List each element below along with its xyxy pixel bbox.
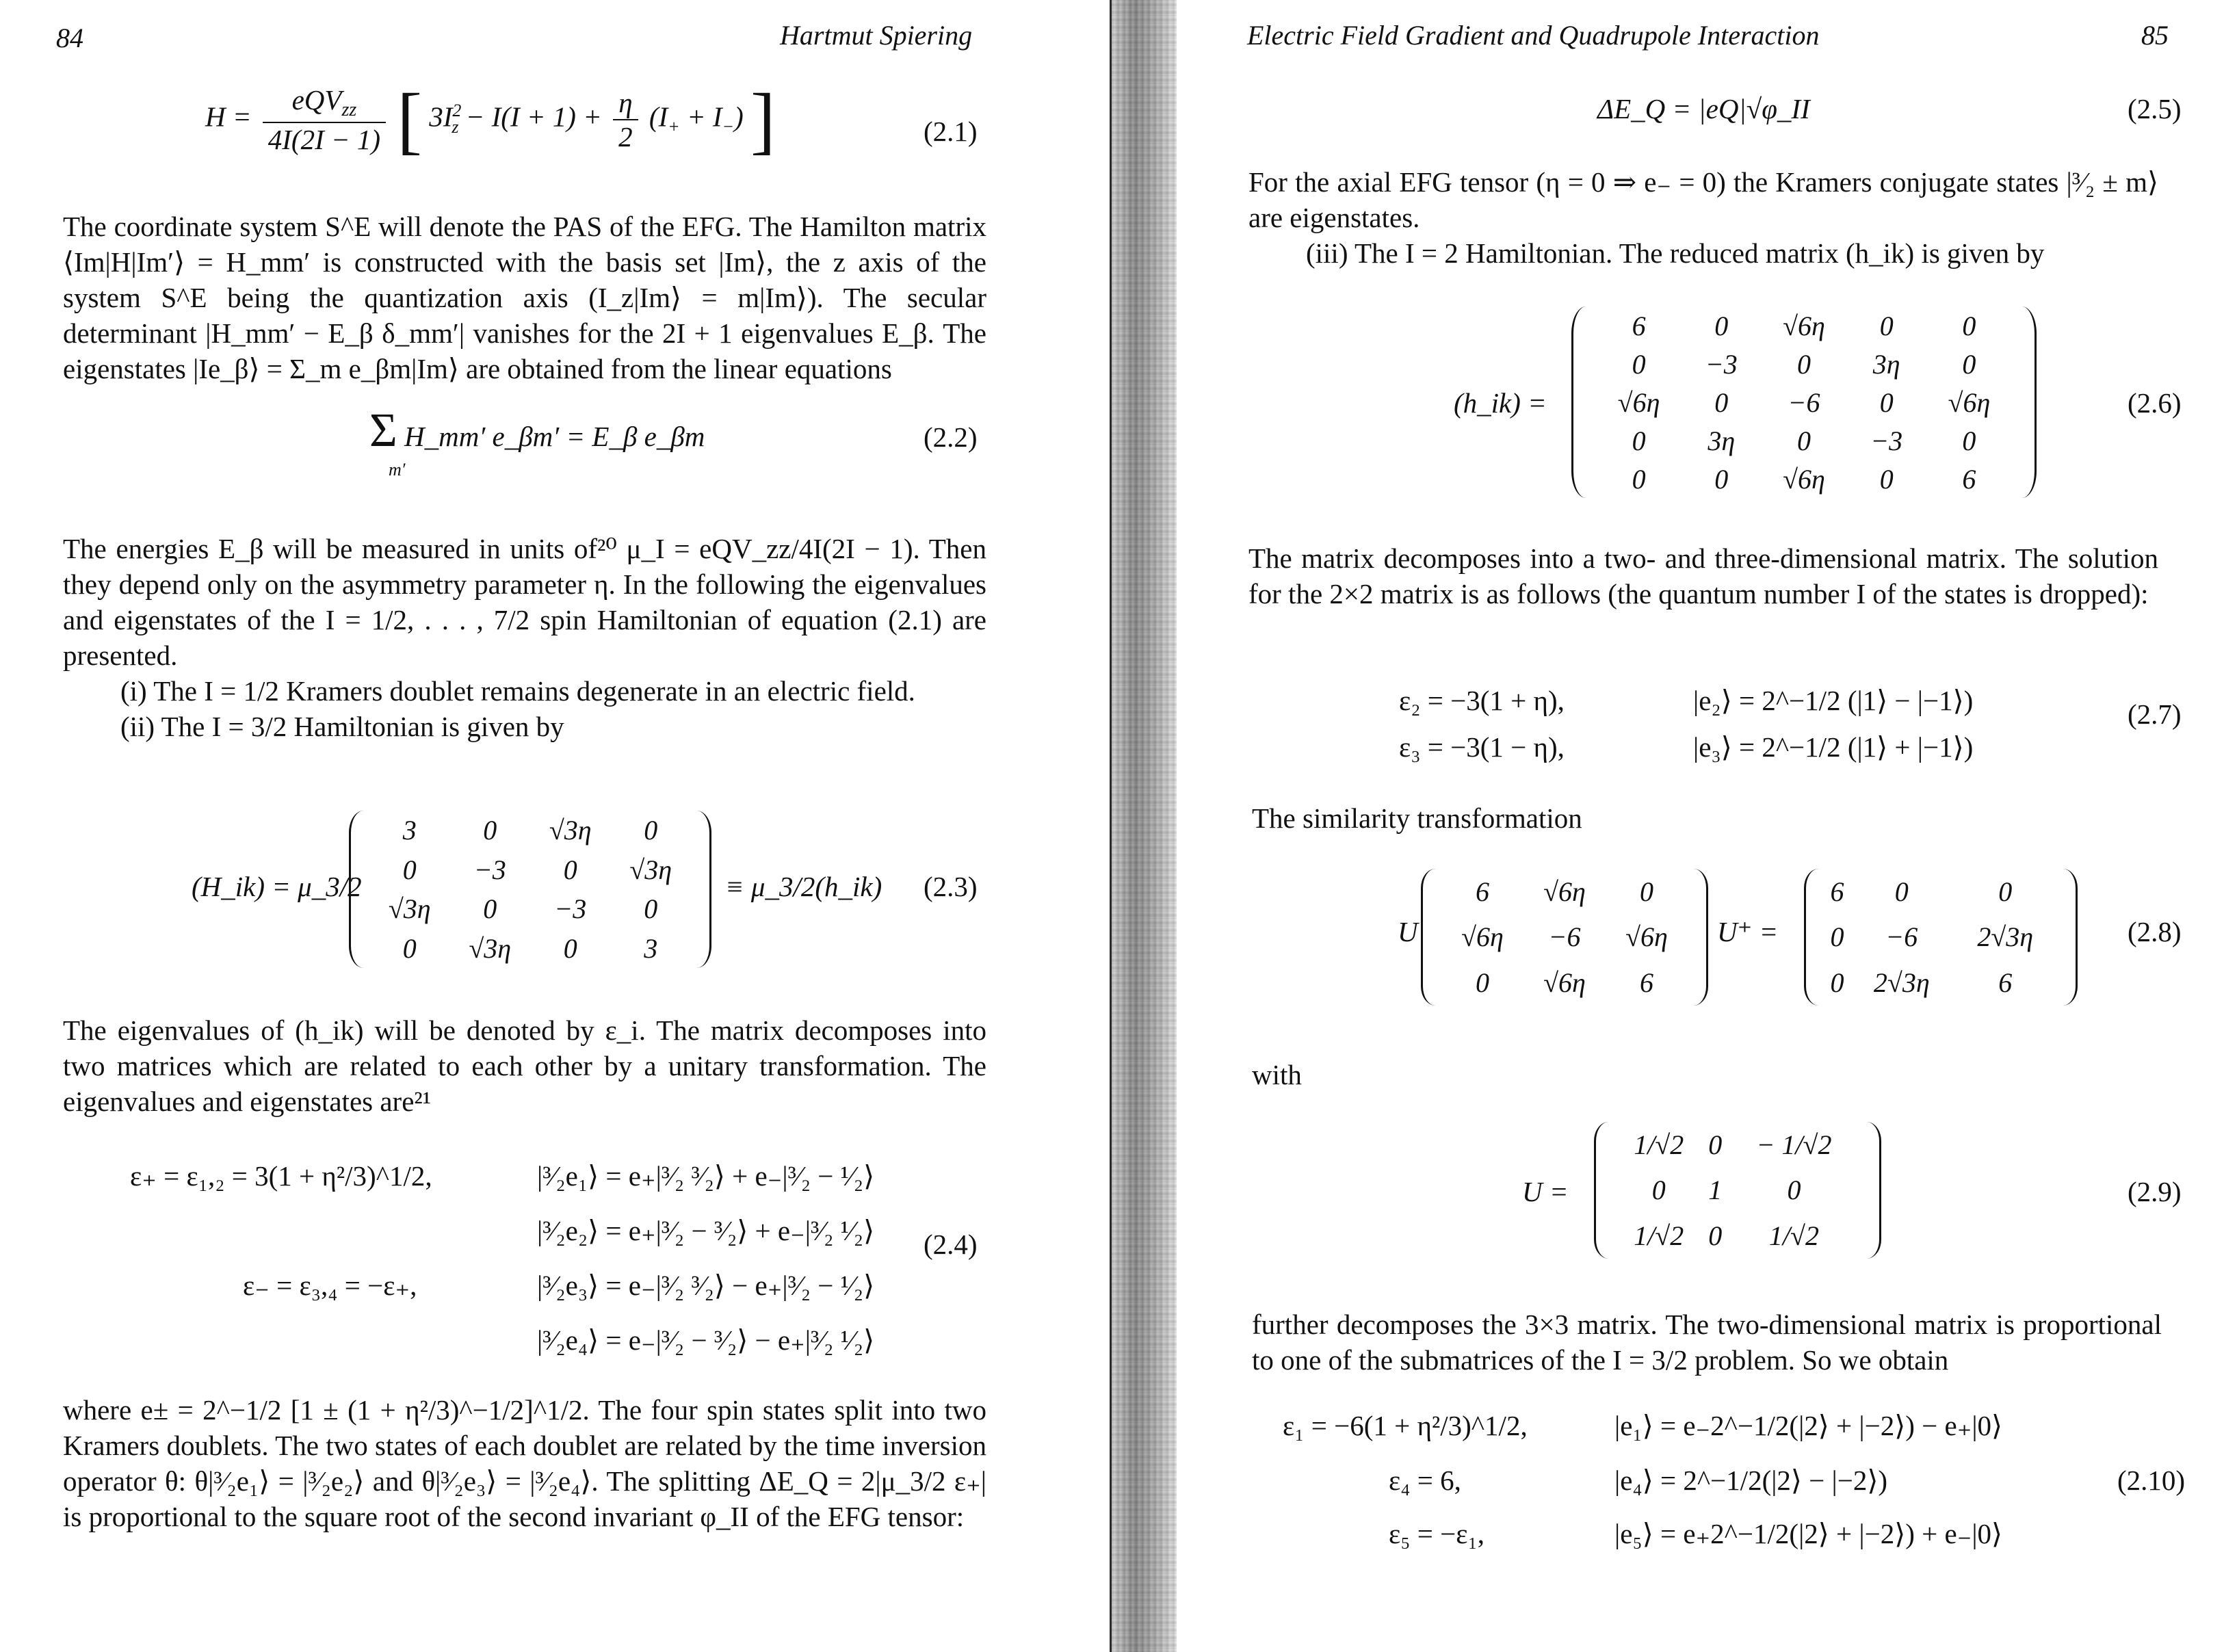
running-head: Hartmut Spiering (780, 20, 973, 51)
page-number: 85 (2141, 20, 2169, 51)
matrix-cell: 6 (1962, 463, 1976, 495)
matrix-cell: 0 (1879, 310, 1894, 341)
matrix-row (1592, 460, 2016, 498)
paragraph: The energies E_β will be measured in units of²⁰ μ_I = eQV_zz/4I(2I − 1). Then they depend only on the asymmetry parameter η. In the following the eigenvalues and eigenstates of the I = 1/2, . . . , 7/2 spin Hamiltonian of equation (2.1) are presented. (i) The I = 1/2 Kramers doublet remains degenerate in an electric field. (ii) The I = 3/2 Hamiltonian is given by (63, 533, 986, 742)
eq-2-7-line-1-left: ε₂ = −3(1 + η), (1399, 685, 1565, 716)
matrix-row (1614, 1122, 1861, 1168)
paragraph: For the axial EFG tensor (η = 0 ⇒ e₋ = 0) the Kramers conjugate states |³⁄₂ ± m⟩ are eigenstates. (iii) The I = 2 Hamiltonian. The reduced matrix (h_ik) is given by (1248, 166, 2158, 269)
matrix-cell: 3η (1872, 348, 1900, 380)
matrix-cell: 6 (1632, 310, 1646, 341)
eq-2-10-line-2-left: ε₄ = 6, (1389, 1465, 1461, 1496)
paragraph: The matrix decomposes into a two- and three-dimensional matrix. The solution for the 2×2 matrix is as follows (the quantum number I of the states is dropped): (1248, 542, 2158, 609)
matrix-row (1824, 869, 2057, 915)
matrix-cell: 0 (1708, 1129, 1723, 1160)
paragraph: further decomposes the 3×3 matrix. The two-dimensional matrix is proportional to one of the submatrices of the I = 3/2 problem. So we obtain (1252, 1309, 2162, 1376)
equation-lhs: (H_ik) = μ_3/2 (192, 871, 362, 902)
matrix-cell: 0 (402, 932, 417, 964)
matrix-cell: 0 (563, 932, 577, 964)
eq-2-4-line-3-right: |³⁄₂e₃⟩ = e₋|³⁄₂ ³⁄₂⟩ − e₊|³⁄₂ − ¹⁄₂⟩ (537, 1270, 875, 1301)
matrix-cell: √6η (1543, 876, 1586, 907)
eq-2-4-line-2-right: |³⁄₂e₂⟩ = e₊|³⁄₂ − ³⁄₂⟩ + e₋|³⁄₂ ¹⁄₂⟩ (537, 1215, 875, 1246)
matrix-cell: 0 (1830, 967, 1844, 999)
eq-lhs: H = (205, 101, 252, 133)
paragraph: where e± = 2^−1/2 [1 ± (1 + η²/3)^−1/2]^1/2. The four spin states split into two Kramers doublets. The two states of each doublet are related by the time inversion operator θ: θ|³⁄₂e₁⟩ = |³⁄₂e₂⟩ and θ|³⁄₂e₃⟩ = |³⁄₂e₄⟩. The splitting ΔE_Q = 2|μ_3/2 ε₊| is proportional to the square root of the second invariant φ_II of the EFG tensor: (63, 1394, 986, 1532)
equation-number: (2.7) (2128, 698, 2182, 730)
matrix-cell: 3 (644, 932, 658, 964)
equation-number: (2.9) (2128, 1176, 2182, 1207)
eq-2-7-line-2-left: ε₃ = −3(1 − η), (1399, 731, 1565, 763)
matrix-cell: 0 (1962, 425, 1976, 456)
eq-2-7-line-2-right: |e₃⟩ = 2^−1/2 (|1⟩ + |−1⟩) (1693, 731, 1974, 763)
equation-number: (2.2) (924, 421, 978, 453)
matrix-cell: √6η (1948, 386, 1991, 418)
matrix-cell: 1/√2 (1634, 1129, 1684, 1160)
matrix-cell: 0 (1651, 1175, 1666, 1206)
matrix-row (1824, 915, 2057, 960)
matrix-2-6 (1571, 306, 2037, 498)
matrix-cell: √6η (1783, 310, 1825, 341)
u-label: U (1398, 916, 1418, 947)
matrix-cell: 0 (644, 893, 658, 925)
matrix-cell: −3 (1870, 425, 1903, 456)
matrix-cell: √3η (629, 854, 672, 885)
matrix-row (1441, 915, 1688, 960)
paragraph: The coordinate system S^E will denote the PAS of the EFG. The Hamilton matrix ⟨Im|H|Im′⟩ = H_mm′ is constructed with the basis set |Im⟩, the z axis of the system S^E being the quantization axis (I_z|Im⟩ = m|Im⟩). The secular determinant |H_mm′ − E_β δ_mm′| vanishes for the 2I + 1 eigenvalues E_β. The eigenstates |Ie_β⟩ = Σ_m e_βm|Im⟩ are obtained from the linear equations (63, 211, 986, 384)
matrix-2-9 (1594, 1122, 1881, 1259)
right-page (1112, 0, 2224, 1652)
matrix-cell: 0 (1640, 876, 1653, 907)
matrix-cell: 0 (1796, 425, 1811, 456)
eta-fraction: $\frac{\eta}{2}$ (613, 86, 638, 153)
matrix-cell: √3η (469, 932, 512, 964)
equation-number: (2.10) (2117, 1465, 2186, 1496)
matrix-cell: 0 (1632, 463, 1646, 495)
matrix-cell: 0 (1962, 348, 1976, 380)
matrix-cell: √6η (1617, 386, 1660, 418)
matrix-cell: 0 (1632, 348, 1646, 380)
matrix-cell: −6 (1885, 921, 1918, 953)
matrix-cell: −6 (1788, 386, 1820, 418)
eq-2-10-line-2-right: |e₄⟩ = 2^−1/2(|2⟩ − |−2⟩) (1614, 1465, 1888, 1496)
matrix-cell: 0 (483, 893, 497, 925)
matrix-cell: −3 (473, 854, 506, 885)
eq-2-4-line-1-right: |³⁄₂e₁⟩ = e₊|³⁄₂ ³⁄₂⟩ + e₋|³⁄₂ − ¹⁄₂⟩ (537, 1160, 875, 1192)
matrix-cell: √6η (1625, 921, 1668, 953)
equation-2-1: H = $\frac{eQV_{zz}}{4I(2I - 1)}$ [ $3I^2_z - I(I + 1)$ + $\frac{\eta}{2}$ $(I_+ + I_-)$ ] (205, 78, 776, 161)
matrix-cell: 2√3η (1977, 921, 2034, 953)
equation-number: (2.6) (2128, 387, 2182, 419)
matrix-row (1592, 306, 2016, 345)
matrix-cell: 0 (1714, 310, 1729, 341)
matrix-2-8-a (1421, 869, 1708, 1006)
matrix-cell: 0 (402, 854, 417, 885)
matrix-row (369, 850, 691, 890)
matrix-cell: 3η (1708, 425, 1736, 456)
paragraph: with (1252, 1059, 1302, 1090)
matrix-cell: 0 (1998, 876, 2013, 907)
equation-2-2: Σ H_mm′ e_βm′ = E_β e_βm (369, 404, 705, 457)
matrix-row (369, 811, 691, 850)
matrix-cell: √3η (549, 815, 592, 846)
equation-number: (2.4) (924, 1229, 978, 1260)
matrix-cell: 0 (1894, 876, 1909, 907)
sum-index: m′ (389, 460, 406, 480)
matrix-2-8-b (1804, 869, 2078, 1006)
matrix-row (1614, 1168, 1861, 1214)
matrix-cell: √6η (1543, 967, 1586, 999)
matrix-row (1824, 960, 2057, 1006)
matrix-cell: 0 (644, 815, 658, 846)
eq-2-10-line-3-right: |e₅⟩ = e₊2^−1/2(|2⟩ + |−2⟩) + e₋|0⟩ (1614, 1518, 2003, 1549)
matrix-row (369, 889, 691, 929)
matrix-cell: 0 (1476, 967, 1489, 999)
matrix-row (1592, 345, 2016, 383)
matrix-cell: 6 (1830, 876, 1844, 907)
matrix-row (1441, 960, 1688, 1006)
running-head: Electric Field Gradient and Quadrupole Interaction (1247, 20, 1820, 51)
matrix-row (1592, 421, 2016, 460)
eq-2-4-line-1-left: ε₊ = ε₁,₂ = 3(1 + η²/3)^1/2, (130, 1160, 432, 1192)
matrix-cell: −3 (1705, 348, 1738, 380)
eq-2-10-line-3-left: ε₅ = −ε₁, (1389, 1518, 1485, 1549)
matrix-cell: 0 (1714, 386, 1729, 418)
matrix-cell: 6 (1640, 967, 1653, 999)
page-number: 84 (56, 23, 83, 53)
matrix-cell: √6η (1461, 921, 1504, 953)
matrix-cell: 0 (1787, 1175, 1801, 1206)
matrix-cell: −6 (1548, 921, 1581, 953)
matrix-cell: 1/√2 (1634, 1220, 1684, 1252)
matrix-cell: 0 (1632, 425, 1646, 456)
eq-2-7-line-1-right: |e₂⟩ = 2^−1/2 (|1⟩ − |−1⟩) (1693, 685, 1974, 716)
equation-number: (2.8) (2128, 916, 2182, 947)
matrix-cell: 6 (1476, 876, 1489, 907)
matrix-cell: 0 (1879, 386, 1894, 418)
matrix-2-3 (349, 811, 711, 968)
matrix-cell: 0 (483, 815, 497, 846)
matrix-row (1614, 1213, 1861, 1259)
eq-fraction: $\frac{eQV_{zz}}{4I(2I - 1)}$ (263, 83, 386, 155)
matrix-cell: −3 (554, 893, 587, 925)
matrix-cell: 0 (1879, 463, 1894, 495)
eq-2-4-line-4-right: |³⁄₂e₄⟩ = e₋|³⁄₂ − ³⁄₂⟩ − e₊|³⁄₂ ¹⁄₂⟩ (537, 1324, 875, 1356)
matrix-cell: √3η (388, 893, 431, 925)
matrix-cell: 0 (1714, 463, 1729, 495)
eq-2-4-line-3-left: ε₋ = ε₃,₄ = −ε₊, (243, 1270, 417, 1301)
matrix-cell: 0 (563, 854, 577, 885)
matrix-row (1592, 383, 2016, 421)
u-plus-label: U⁺ = (1717, 916, 1779, 947)
paragraph: The eigenvalues of (h_ik) will be denoted by ε_i. The matrix decomposes into two matrices which are related to each other by a unitary transformation. The eigenvalues and eigenstates are²¹ (63, 1014, 986, 1117)
equation-number: (2.5) (2128, 93, 2182, 124)
equation-number: (2.1) (924, 116, 978, 147)
equation-2-5: ΔE_Q = |eQ|√φ_II (1597, 93, 1810, 124)
equation-number: (2.3) (924, 871, 978, 902)
matrix-cell: 3 (402, 815, 417, 846)
matrix-cell: − 1/√2 (1756, 1129, 1832, 1160)
eq-2-10-line-1-left: ε₁ = −6(1 + η²/3)^1/2, (1283, 1410, 1528, 1441)
matrix-cell: 1 (1708, 1175, 1723, 1206)
matrix-cell: 2√3η (1873, 967, 1930, 999)
matrix-cell: 0 (1708, 1220, 1723, 1252)
matrix-cell: 0 (1830, 921, 1844, 953)
equation-lhs: (h_ik) = (1454, 387, 1547, 419)
equation-lhs: U = (1522, 1176, 1569, 1207)
matrix-cell: 6 (1998, 967, 2013, 999)
equation-rhs: ≡ μ_3/2(h_ik) (725, 871, 882, 902)
matrix-cell: 0 (1962, 310, 1976, 341)
paragraph: The similarity transformation (1252, 802, 1582, 834)
matrix-row (369, 929, 691, 969)
matrix-cell: √6η (1783, 463, 1825, 495)
matrix-cell: 1/√2 (1768, 1220, 1819, 1252)
matrix-row (1441, 869, 1688, 915)
eq-2-10-line-1-right: |e₁⟩ = e₋2^−1/2(|2⟩ + |−2⟩) − e₊|0⟩ (1614, 1410, 2003, 1441)
matrix-cell: 0 (1796, 348, 1811, 380)
